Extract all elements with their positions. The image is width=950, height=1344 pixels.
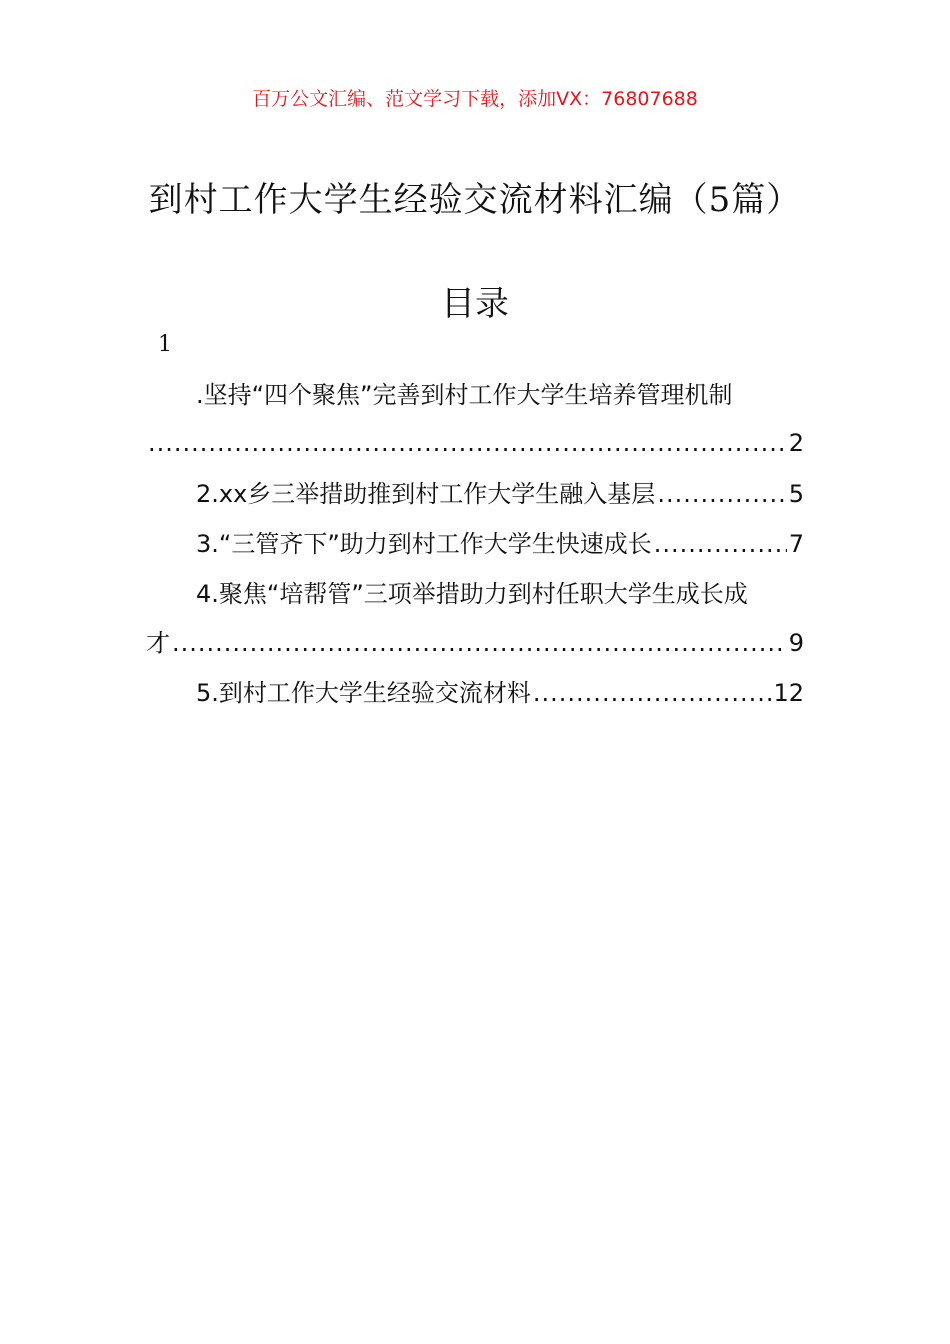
toc-entry-4-text: 4.聚焦“培帮管”三项举措助力到村任职大学生成长成 xyxy=(196,580,748,608)
document-title-suffix: 篇） xyxy=(731,180,802,220)
toc-entry-4-text-cont: 才 xyxy=(146,629,170,657)
toc-entry-1-text: .坚持“四个聚焦”完善到村工作大学生培养管理机制 xyxy=(196,381,733,409)
toc-entry-3[interactable] xyxy=(146,527,804,561)
toc-entry-4-page: 9 xyxy=(788,629,804,657)
toc-entry-3-text: 3.“三管齐下”助力到村工作大学生快速成长 xyxy=(196,530,652,558)
toc-entry-2-text: 2.xx乡三举措助推到村工作大学生融入基层 xyxy=(196,480,656,508)
toc-leader-dots xyxy=(533,676,772,710)
toc-entry-1-line2[interactable] xyxy=(146,426,804,460)
toc-entry-1-line1[interactable] xyxy=(146,378,804,412)
toc-entry-4-line1[interactable] xyxy=(146,577,804,611)
header-watermark-note: 百万公文汇编、范文学习下载，添加VX：76807688 xyxy=(252,88,698,110)
toc-entry-2[interactable] xyxy=(146,477,804,511)
toc-entry-3-page: 7 xyxy=(788,530,804,558)
stray-list-number: 1 xyxy=(158,332,172,357)
toc-entry-5-page: 12 xyxy=(773,679,804,707)
toc-entry-4-line2[interactable] xyxy=(146,626,804,660)
toc-entry-5-text: 5.到村工作大学生经验交流材料 xyxy=(196,679,531,707)
toc-leader-dots xyxy=(654,527,787,561)
toc-entry-5[interactable] xyxy=(146,676,804,710)
document-title xyxy=(0,172,950,221)
toc-entry-2-page: 5 xyxy=(788,480,804,508)
toc-leader-dots xyxy=(148,426,787,460)
toc-entry-1-page: 2 xyxy=(788,429,804,457)
toc-leader-dots xyxy=(657,477,786,511)
toc-heading: 目录 xyxy=(441,284,509,324)
document-title-main: 到村工作大学生经验交流材料汇编（ xyxy=(148,180,709,220)
toc-leader-dots xyxy=(172,626,787,660)
document-title-count: 5 xyxy=(708,180,732,220)
